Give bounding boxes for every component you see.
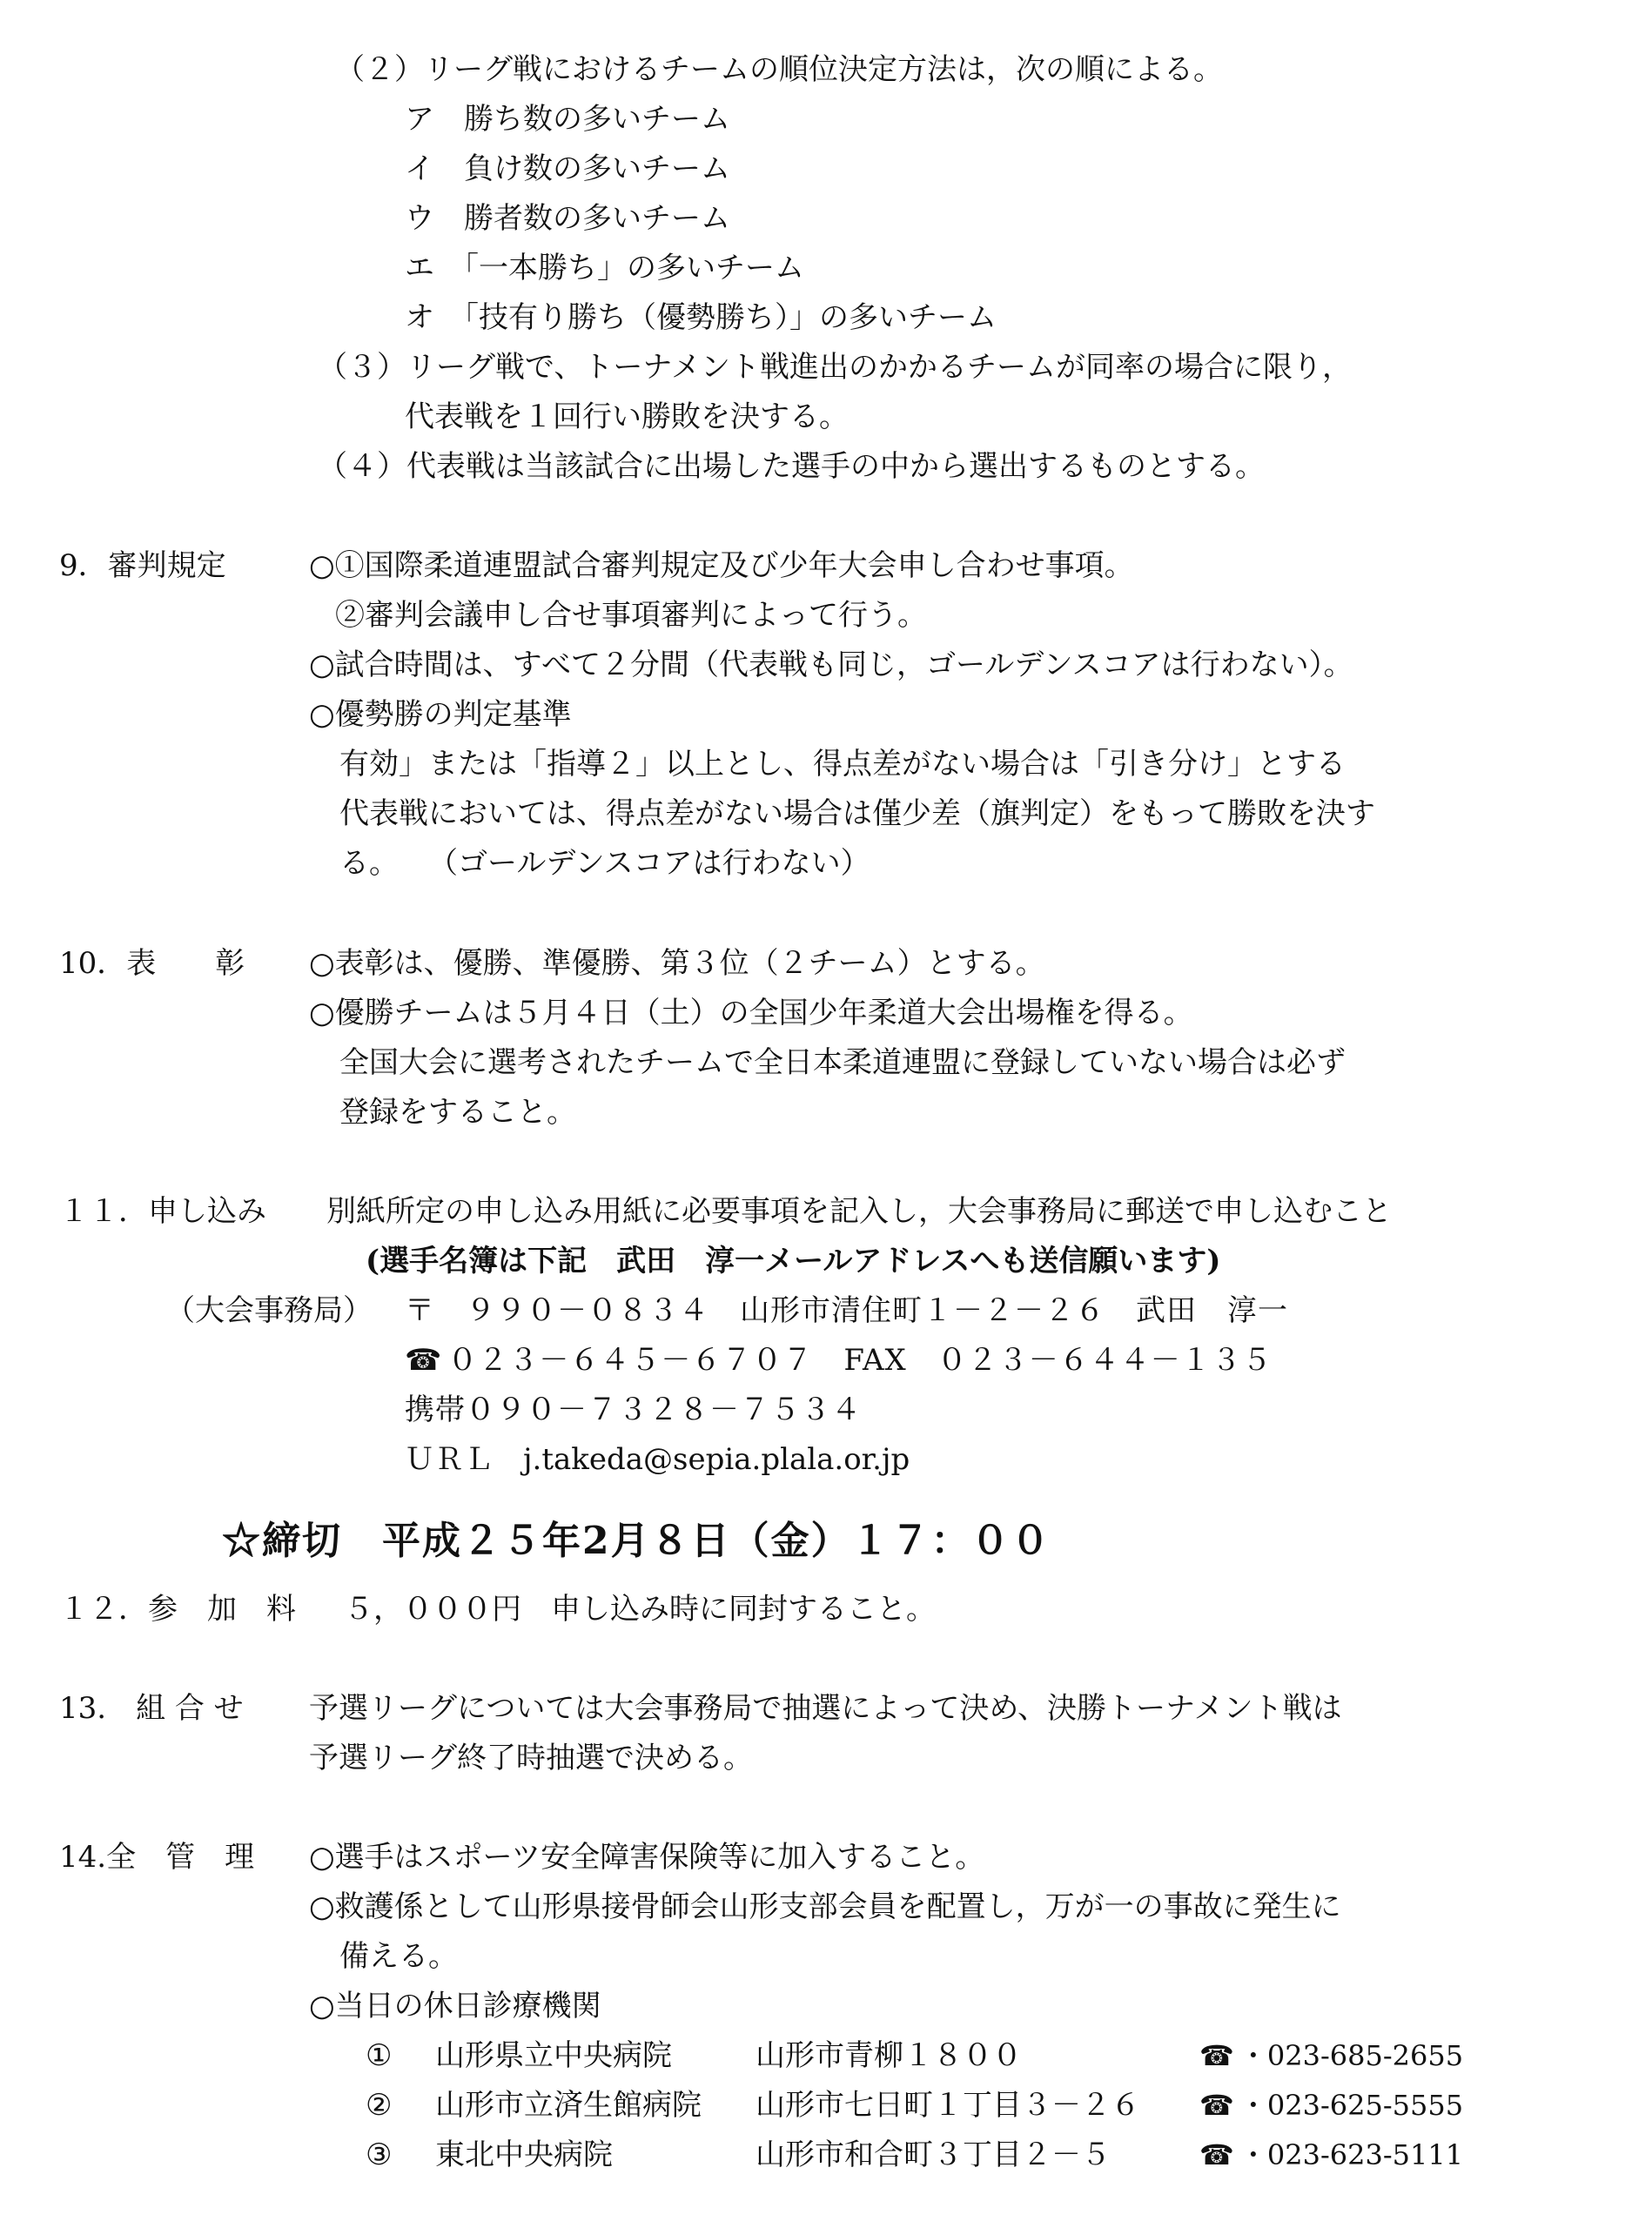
hospital-phone [1199,2038,1463,2073]
deadline: ☆締切 平成２５年2月８日（金）１７：００ [222,1519,1051,1563]
section9-line5: 有効」または「指導２」以上とし、得点差がない場合は「引き分け」とする [339,747,1346,782]
section9-line6: 代表戦においては、得点差がない場合は僅少差（旗判定）をもって勝敗を決す [339,796,1375,831]
office-phone [405,1343,1273,1378]
rank-item-e: エ 「一本勝ち」の多いチーム [405,251,804,285]
hospital-number: ③ [366,2137,393,2172]
section9-line3: ○試合時間は、すべて２分間（代表戦も同じ，ゴールデンスコアは行わない）。 [309,648,1353,682]
section14-line3: 備える。 [339,1939,458,1974]
hospital-phone [1199,2137,1463,2172]
section11-label: １１．申し込み [59,1194,266,1229]
section10-line4: 登録をすること。 [339,1095,576,1130]
hospital-address: 山形市和合町３丁目２－５ [755,2137,1111,2172]
representative-rule: （４）代表戦は当該試合に出場した選手の中から選出するものとする。 [318,449,1265,484]
hospital-name: 山形県立中央病院 [435,2038,672,2073]
section10-line2: ○優勝チームは５月４日（土）の全国少年柔道大会出場権を得る。 [309,996,1193,1030]
section9-line4: ○優勢勝の判定基準 [309,697,572,732]
section12-label: １２．参 加 料 [59,1592,296,1627]
section10-line1: ○表彰は、優勝、準優勝、第３位（２チーム）とする。 [309,946,1045,981]
tie-rule-line1: （３）リーグ戦で、トーナメント戦進出のかかるチームが同率の場合に限り， [318,350,1352,385]
section11-text: 別紙所定の申し込み用紙に必要事項を記入し，大会事務局に郵送で申し込むこと [326,1194,1392,1229]
hospital-name: 山形市立済生館病院 [435,2088,702,2123]
section9-label: 9．審判規定 [59,548,226,583]
section13-line2: 予選リーグ終了時抽選で決める。 [309,1741,753,1775]
section9-line1: ○①国際柔道連盟試合審判規定及び少年大会申し合わせ事項。 [309,548,1134,583]
section10-label: 10．表 彰 [59,946,245,981]
tie-rule-line2: 代表戦を１回行い勝敗を決する。 [405,399,849,434]
hospital-number: ② [366,2088,393,2123]
hospital-phone-number: ・023-625-5555 [1239,2089,1464,2122]
section14-line4: ○当日の休日診療機関 [309,1989,601,2023]
office-label: （大会事務局） [165,1293,373,1328]
rank-item-u: ウ 勝者数の多いチーム [405,201,730,236]
hospital-address: 山形市七日町１丁目３－２６ [755,2088,1140,2123]
hospital-phone [1199,2088,1463,2123]
hospital-number: ① [366,2038,393,2073]
hospital-address: 山形市青柳１８００ [755,2038,1022,2073]
phone-icon: ☎ [405,1343,443,1378]
hospital-phone-number: ・023-685-2655 [1239,2039,1464,2072]
section13-line1: 予選リーグについては大会事務局で抽選によって決め、決勝トーナメント戦は [309,1691,1342,1726]
section9-line7: る。 （ゴールデンスコアは行わない） [339,846,870,881]
section9-line2: ②審判会議申し合せ事項審判によって行う。 [335,598,927,633]
rank-item-i: イ 負け数の多いチーム [405,151,730,186]
section10-line3: 全国大会に選考されたチームで全日本柔道連盟に登録していない場合は必ず [339,1045,1346,1080]
section13-label: 13. 組 合 せ [59,1691,244,1726]
section11-note: (選手名簿は下記 武田 淳一メールアドレスへも送信願います) [366,1244,1221,1278]
office-mobile: 携帯０９０－７３２８－７５３４ [405,1392,862,1427]
office-address: 〒 ９９０－０８３４ 山形市清住町１－２－２６ 武田 淳一 [405,1293,1288,1328]
section12-text: ５，０００円 申し込み時に同封すること。 [344,1592,936,1627]
office-url: ＵＲＬ j.takeda@sepia.plala.or.jp [405,1442,910,1477]
section14-line2: ○救護係として山形県接骨師会山形支部会員を配置し，万が一の事故に発生に [309,1889,1341,1924]
phone-icon: ☎ [1199,2138,1234,2171]
phone-icon: ☎ [1199,2089,1234,2122]
phone-icon: ☎ [1199,2039,1234,2072]
rank-item-a: ア 勝ち数の多いチーム [405,102,730,137]
hospital-phone-number: ・023-623-5111 [1239,2138,1464,2171]
hospital-name: 東北中央病院 [435,2137,613,2172]
rank-method-heading: （２）リーグ戦におけるチームの順位決定方法は，次の順による。 [335,52,1223,87]
rank-item-o: オ 「技有り勝ち（優勢勝ち）」の多いチーム [405,300,997,335]
section14-label: 14.全 管 理 [59,1840,255,1875]
section14-line1: ○選手はスポーツ安全障害保険等に加入すること。 [309,1840,985,1875]
office-tel-fax: ０２３－６４５－６７０７ FAX ０２３－６４４－１３５ [447,1343,1273,1378]
